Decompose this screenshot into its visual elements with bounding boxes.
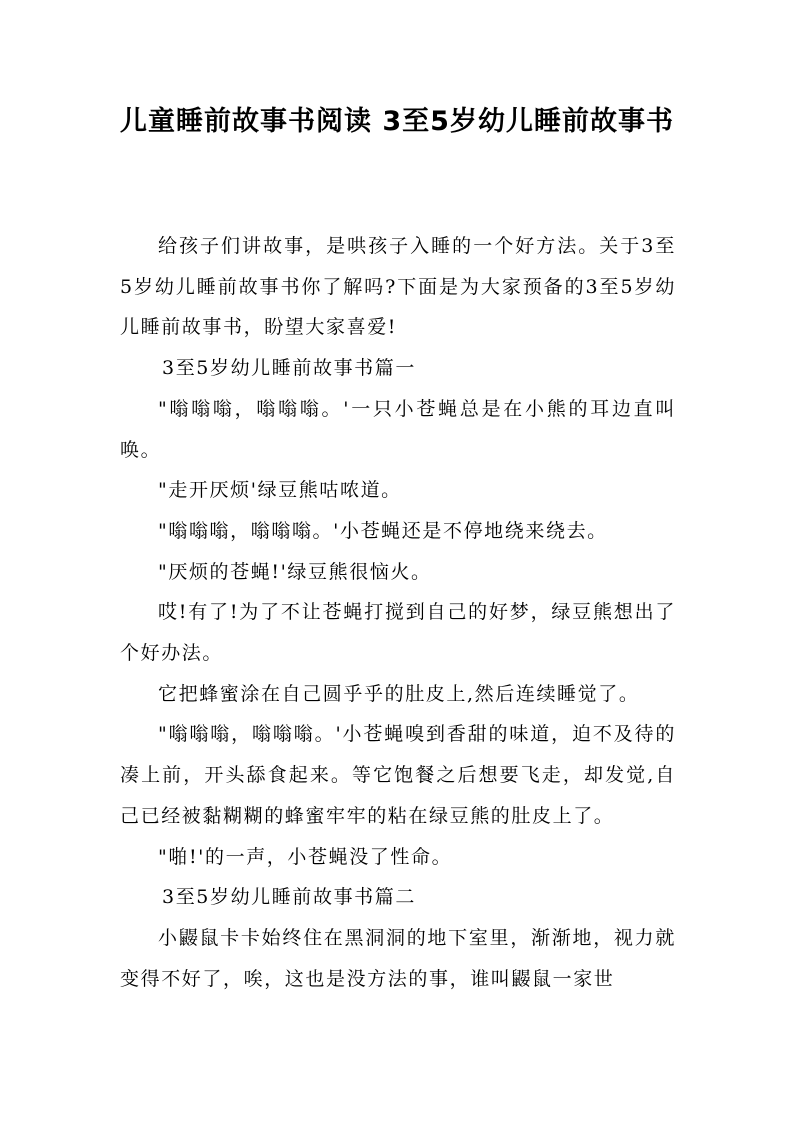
story-paragraph: "厌烦的苍蝇!'绿豆熊很恼火。: [158, 560, 432, 583]
intro-paragraph: 给孩子们讲故事，是哄孩子入睡的一个好方法。关于3至5岁幼儿睡前故事书你了解吗?下面是为大家预备的3至5岁幼儿睡前故事书，盼望大家喜爱!: [120, 235, 676, 339]
story-paragraph: 哎!有了!为了不让苍蝇打搅到自己的好梦，绿豆熊想出了个好办法。: [120, 601, 676, 665]
section-heading-two: 3至5岁幼儿睡前故事书篇二: [162, 886, 416, 909]
section-heading-one: 3至5岁幼儿睡前故事书篇一: [162, 357, 416, 380]
story-paragraph: "啪!'的一声，小苍蝇没了性命。: [158, 845, 453, 868]
story-paragraph: "嗡嗡嗡，嗡嗡嗡。'小苍蝇还是不停地绕来绕去。: [158, 519, 608, 542]
story-paragraph: 它把蜂蜜涂在自己圆乎乎的肚皮上,然后连续睡觉了。: [158, 682, 640, 705]
story-paragraph: 小鼹鼠卡卡始终住在黑洞洞的地下室里，渐渐地，视力就变得不好了，唉，这也是没方法的事，谁叫鼹鼠一家世: [120, 926, 676, 990]
story-paragraph: "嗡嗡嗡，嗡嗡嗡。'一只小苍蝇总是在小熊的耳边直叫唤。: [120, 397, 676, 461]
document-title: 儿童睡前故事书阅读 3至5岁幼儿睡前故事书: [120, 106, 674, 137]
story-paragraph: "走开厌烦'绿豆熊咕哝道。: [158, 479, 402, 502]
document-body: [120, 226, 676, 999]
story-paragraph: "嗡嗡嗡，嗡嗡嗡。'小苍蝇嗅到香甜的味道，迫不及待的凑上前，开头舔食起来。等它饱餐之后想要飞走，却发觉,自己已经被黏糊糊的蜂蜜牢牢的粘在绿豆熊的肚皮上了。: [120, 723, 676, 827]
